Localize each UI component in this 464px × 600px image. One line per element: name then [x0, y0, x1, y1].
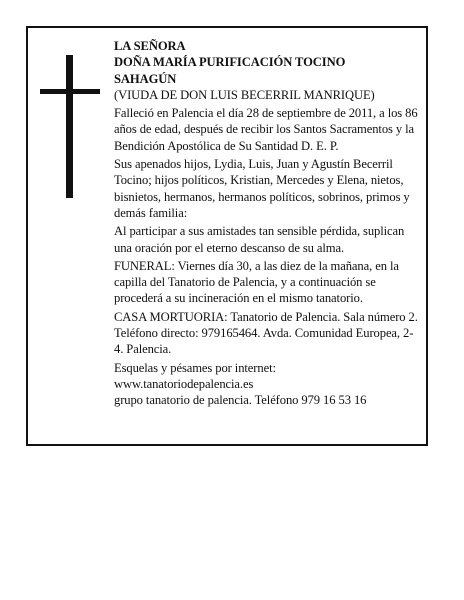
- prayer-request-paragraph: Al participar a sus amistades tan sensible pérdida, suplican una oración por el eterno descanso de su alma.: [114, 224, 405, 255]
- cross-horizontal-bar: [40, 89, 100, 94]
- funeral-home-paragraph: CASA MORTUORIA: Tanatorio de Palencia. Sala número 2. Teléfono directo: 979165464. Avda. Comunidad Europea, 2-4. Palencia.: [114, 309, 418, 357]
- widow-line: (VIUDA DE DON LUIS BECERRIL MANRIQUE): [114, 87, 375, 102]
- family-paragraph: Sus apenados hijos, Lydia, Luis, Juan y Agustín Becerril Tocino; hijos políticos, Kristian, Mercedes y Elena, nietos, bisnietos, hermanos, hermanos políticos, sobrinos, primos y demás familia:: [114, 157, 410, 220]
- internet-label: Esquelas y pésames por internet:: [114, 360, 276, 375]
- death-paragraph: Falleció en Palencia el día 28 de septiembre de 2011, a los 86 años de edad, después de recibir los Santos Sacramentos y la Bendición Apostólica de Su Santidad D. E. P.: [114, 106, 418, 153]
- website-link[interactable]: www.tanatoriodepalencia.es: [114, 376, 254, 391]
- funeral-paragraph: FUNERAL: Viernes día 30, a las diez de la mañana, en la capilla del Tanatorio de Palencia, y a continuación se procederá a su incineración en el mismo tanatorio.: [114, 258, 399, 306]
- cross-vertical-bar: [66, 55, 73, 198]
- cross-icon: [40, 55, 100, 198]
- contact-line: grupo tanatorio de palencia. Teléfono 979 16 53 16: [114, 393, 367, 408]
- obituary-text: [114, 38, 420, 409]
- deceased-name-line-2: SAHAGÚN: [114, 71, 177, 86]
- deceased-name-line-1: DOÑA MARÍA PURIFICACIÓN TOCINO: [114, 55, 346, 70]
- title: LA SEÑORA: [114, 39, 186, 53]
